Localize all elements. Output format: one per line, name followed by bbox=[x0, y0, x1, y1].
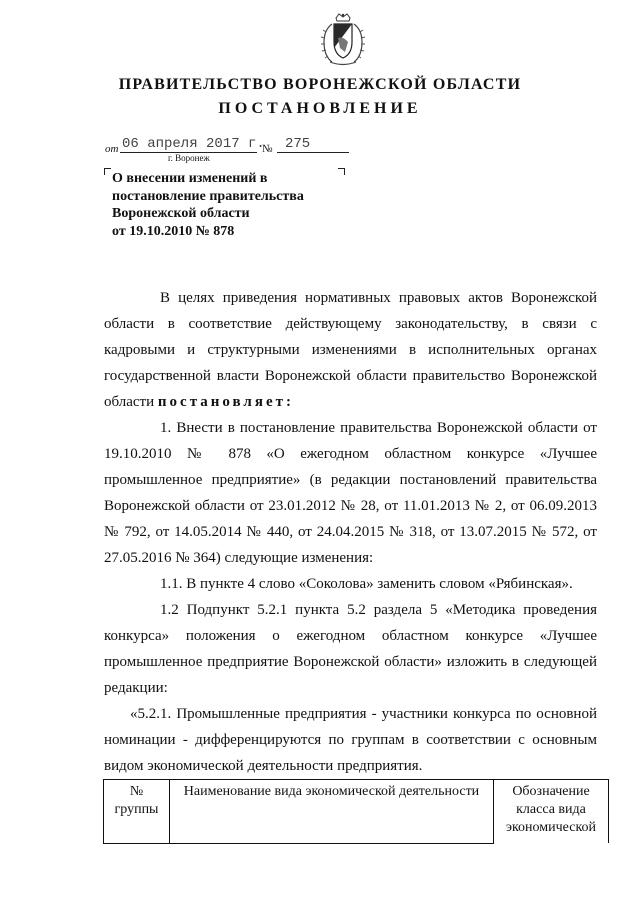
column-header-group-number: № группы bbox=[104, 780, 170, 844]
item-1-2-paragraph: 1.2 Подпункт 5.2.1 пункта 5.2 раздела 5 «Методика проведения конкурса» положения о ежегодном областном конкурсе «Лучшее промышленное предприятие Воронежской области» изложить в следующей редакции: bbox=[104, 602, 597, 696]
item-1-1-paragraph: 1.1. В пункте 4 слово «Соколова» заменить словом «Рябинская». bbox=[160, 576, 573, 592]
item-1-paragraph: 1. Внести в постановление правительства Воронежской области от 19.10.2010 № 878 «О ежегодном областном конкурсе «Лучшее промышленное предприятие» (в редакции постановлений правительства Воронежской области от 23.01.2012 № 28, от 11.01.2013 № 2, от 06.09.2013 № 792, от 14.05.2014 № 440, от 24.04.2015 № 318, от 13.07.2015 № 572, от 27.05.2016 № 364) следующие изменения: bbox=[104, 420, 597, 566]
decree-word: постановляет: bbox=[157, 394, 294, 410]
intro-paragraph bbox=[104, 285, 597, 415]
from-label: от bbox=[105, 143, 119, 155]
voronezh-coat-of-arms-icon bbox=[318, 12, 368, 68]
document-body bbox=[104, 285, 597, 779]
city-label: г. Воронеж bbox=[168, 153, 210, 163]
government-title: ПРАВИТЕЛЬСТВО ВОРОНЕЖСКОЙ ОБЛАСТИ bbox=[118, 76, 522, 93]
activity-groups-table bbox=[103, 779, 609, 844]
subject-bracket-left bbox=[104, 168, 111, 175]
subject-line: О внесении изменений в bbox=[112, 171, 268, 186]
document-subject bbox=[112, 170, 342, 240]
subject-line: Воронежской области bbox=[112, 206, 250, 221]
document-date: 06 апреля 2017 г. bbox=[122, 136, 265, 152]
column-header-class-code: Обозначение класса вида экономической bbox=[494, 780, 609, 844]
document-type-title: ПОСТАНОВЛЕНИЕ bbox=[218, 100, 422, 117]
table-header-row bbox=[104, 780, 609, 844]
date-number-line bbox=[105, 136, 365, 162]
intro-text: В целях приведения нормативных правовых актов Воронежской области в соответствие действующему законодательству, в связи с кадровыми и структурными изменениями в исполнительных органах государственной власти Воронежской области правительство Воронежской области bbox=[104, 290, 597, 410]
column-header-activity-name: Наименование вида экономической деятельности bbox=[170, 780, 494, 844]
subject-line: постановление правительства bbox=[112, 188, 304, 204]
subject-line: от 19.10.2010 № 878 bbox=[112, 223, 235, 239]
quote-5-2-1-paragraph: «5.2.1. Промышленные предприятия - участники конкурса по основной номинации - дифференцируются по группам в соответствии с основным видом экономической деятельности предприятия. bbox=[104, 706, 597, 774]
number-underline bbox=[277, 152, 349, 153]
number-label: № bbox=[262, 143, 273, 155]
coat-of-arms-emblem bbox=[318, 12, 368, 68]
document-number: 275 bbox=[285, 136, 311, 152]
